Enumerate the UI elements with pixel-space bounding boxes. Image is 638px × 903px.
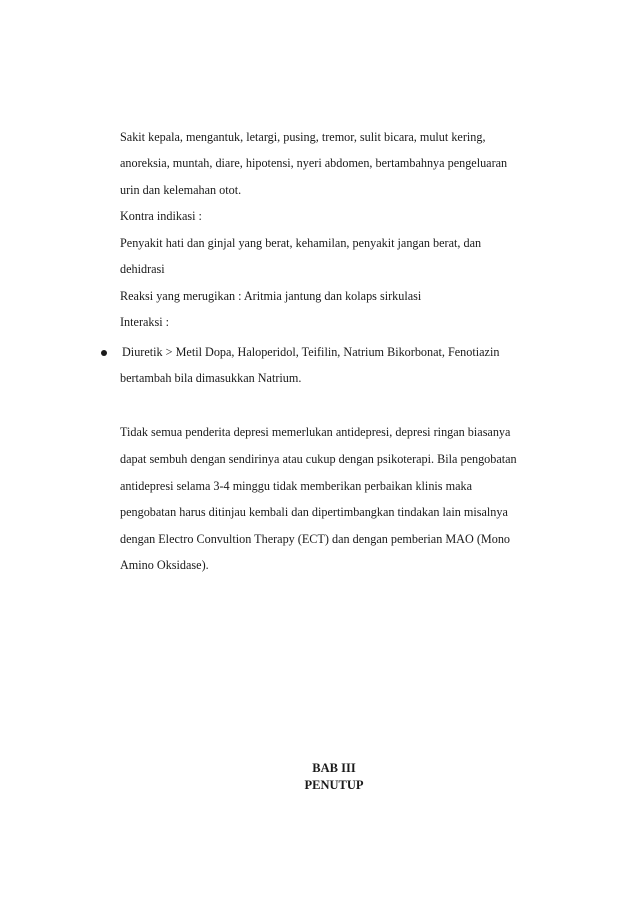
text-line: Sakit kepala, mengantuk, letargi, pusing, tremor, sulit bicara, mulut kering,: [120, 130, 486, 144]
text-line: pengobatan harus ditinjau kembali dan dipertimbangkan tindakan lain misalnya: [120, 505, 508, 519]
text-line: Amino Oksidase).: [120, 558, 209, 572]
chapter-number: BAB III: [312, 761, 356, 775]
chapter-title: PENUTUP: [304, 778, 364, 792]
bullet-item-text: bertambah bila dimasukkan Natrium.: [120, 371, 302, 385]
text-line: Reaksi yang merugikan : Aritmia jantung dan kolaps sirkulasi: [120, 289, 422, 303]
text-line: Penyakit hati dan ginjal yang berat, kehamilan, penyakit jangan berat, dan: [120, 236, 482, 250]
text-line: anoreksia, muntah, diare, hipotensi, nyeri abdomen, bertambahnya pengeluaran: [120, 156, 508, 170]
text-line: dapat sembuh dengan sendirinya atau cukup dengan psikoterapi. Bila pengobatan: [120, 452, 517, 466]
text-line: dengan Electro Convultion Therapy (ECT) dan dengan pemberian MAO (Mono: [120, 532, 511, 546]
text-line: dehidrasi: [120, 262, 165, 276]
section-label-interaction: Interaksi :: [120, 315, 170, 329]
text-line: Tidak semua penderita depresi memerlukan antidepresi, depresi ringan biasanya: [120, 425, 511, 439]
text-line: antidepresi selama 3-4 minggu tidak memberikan perbaikan klinis maka: [120, 479, 472, 493]
bullet-item-text: Diuretik > Metil Dopa, Haloperidol, Teifilin, Natrium Bikorbonat, Fenotiazin: [122, 345, 500, 359]
section-label-contraindication: Kontra indikasi :: [120, 209, 202, 223]
text-line: urin dan kelemahan otot.: [120, 183, 242, 197]
bullet-icon: [101, 350, 107, 356]
